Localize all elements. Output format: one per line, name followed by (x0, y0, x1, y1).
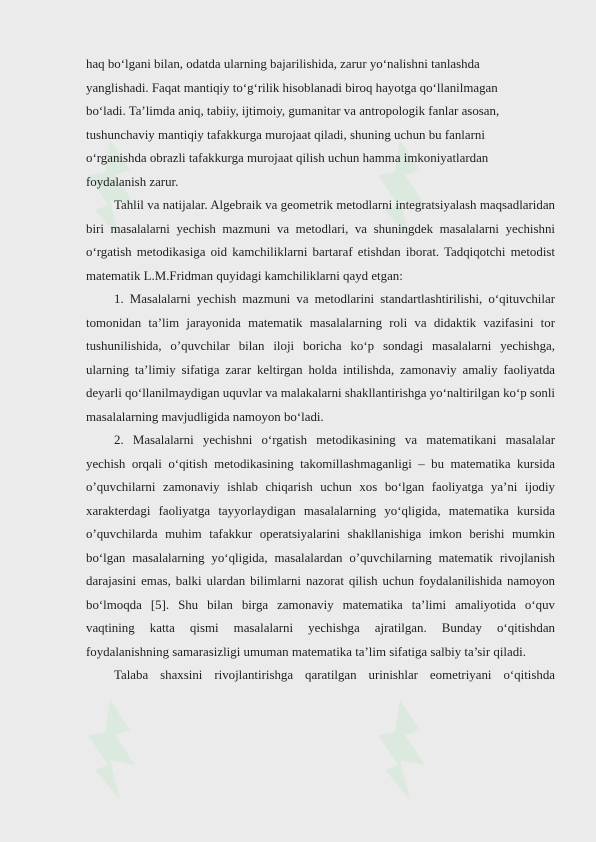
intro-line: foydalanish zarur. (86, 174, 179, 189)
intro-line: bo‘ladi. Ta’limda aniq, tabiiy, ijtimoiy, gumanitar va antropologik fanlar asosan, (86, 104, 500, 118)
intro-line: yanglishadi. Faqat mantiqiy to‘g‘rilik hisoblanadi biroq hayotga qo‘llanilmagan (86, 80, 498, 95)
intro-line: haq bo‘lgani bilan, odatda ularning bajarilishida, zarur yo‘nalishni tanlashda (86, 57, 480, 71)
watermark-logo-icon (80, 690, 140, 830)
intro-line: tushunchaviy mantiqiy tafakkurga murojaat qiladi, shuning uchun bu fanlarni (86, 127, 485, 142)
intro-line: o‘rganishda obrazli tafakkurga murojaat qilish uchun hamma imkoniyatlardan (86, 151, 489, 165)
list-item-1: 1. Masalalarni yechish mazmuni va metodlarini standartlashtirilishi, o‘qituvchilar tomonidan ta’lim jarayonida matematik masalalarning roli va didaktik vazifasini tor tushunilishida, o’quvchilar bilan iloji boricha ko‘p sondagi masalalarni yechishga, ularning ta’limiy sifatiga zarar keltirgan holda intilishda, zamonaviy amaliy faoliyatda deyarli qo‘llanilmaydigan uquvlar va malakalarni shakllantirishga yo‘naltirilgan ko‘p sonli masalalarning mavjudligida namoyon bo‘ladi. (86, 292, 555, 424)
results-paragraph: Tahlil va natijalar. Algebraik va geometrik metodlarni integratsiyalash maqsadlaridan biri masalalarni yechish mazmuni va metodlari, va shuningdek masalalarni yechishni o‘rgatish metodikasiga oid kamchiliklarni bartaraf etishdan iborat. Tadqiqotchi metodist matematik L.M.Fridman quyidagi kamchiliklarni qayd etgan: (86, 198, 555, 283)
document-body (86, 53, 555, 688)
list-item-2: 2. Masalalarni yechishni o‘rgatish metodikasining va matematikani masalalar yechish orqali o‘qitish metodikasining takomillashmaganligi – bu matematika kursida o’quvchilarni zamonaviy ishlab chiqarish uchun xos bo‘lgan faoliyatga ya’ni ijodiy xarakterdagi faoliyatga tayyorlaydigan masalalarning yo‘qligida, matematika kursida o’quvchilarda muhim tafakkur operatsiyalarini shakllanishiga imkon berishi mumkin bo‘lgan masalalarning yo‘qligida, masalalardan o’quvchilarning matematik rivojlanish darajasini emas, balki ulardan bilimlarni nazorat qilish uchun foydalanilishida namoyon bo‘lmoqda [5]. Shu bilan birga zamonaviy matematika ta’limi amaliyotida o‘quv vaqtining katta qismi masalalarni yechishga ajratilgan. Bunday o‘qitishdan foydalanishning samarasizligi umuman matematika ta’lim sifatiga salbiy ta’sir qiladi. (86, 433, 555, 659)
final-line: Talaba shaxsini rivojlantirishga qaratilgan urinishlar eometriyani o‘qitishda (114, 668, 555, 682)
watermark-logo-icon (370, 690, 430, 830)
